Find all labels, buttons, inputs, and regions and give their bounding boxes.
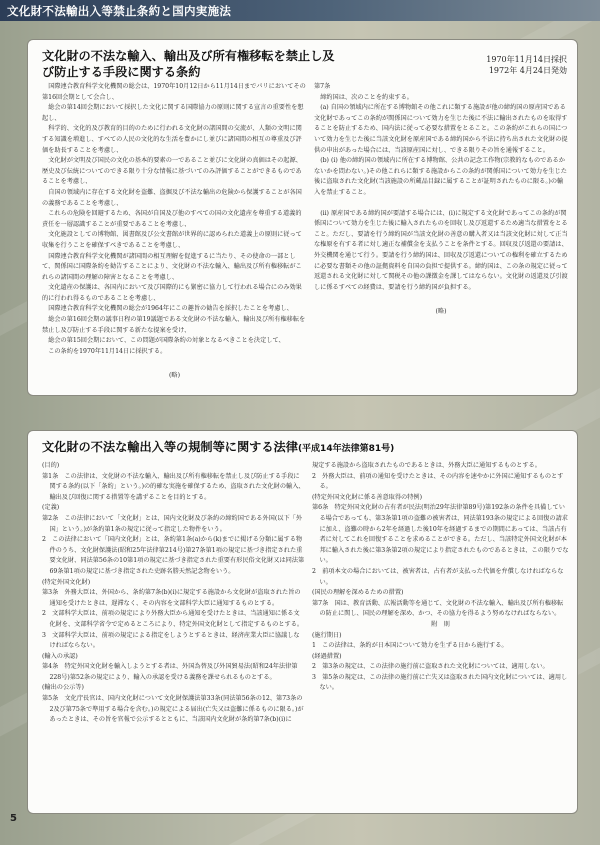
- convention-dates: [486, 54, 567, 76]
- paragraph: (ii) 原産国である締約国が要請する場合には、(i)に規定する文化財であってこの条約が関係国について効力を生じた後に輸入されたものを回収し及び返還するため適当な措置をとること。ただし、要請を行う締約国が当該文化財の善意の購入者又は当該文化財に対して正当な権原を有する者に対し適正な補償金を支払うことを条件とする。回収及び返還の要請は、外交機関を通じて行う。要請を行う締約国は、回収及び返還についての権利を確立するために必要な書類その他の証拠資料を自国の負担で提供する。締約国は、この条の規定に従って返還される文化財に対して関税その他の課徴金を課してはならない。文化財の返還及び引渡しに係るすべての経費は、要請を行う締約国が負担する。: [314, 209, 568, 291]
- paragraph: (経過措置): [312, 652, 342, 660]
- paragraph: (施行期日): [312, 631, 342, 639]
- paragraph: 第6条 特定外国文化財の占有者が民法(明治29年法律第89号)第192条の条件を具備している場合であっても、第3条第1項の盗難の被害者は、同法第193条の規定による回復の請求に加え、盗難の時から2年を経過した後10年を経過するまでの期間にあっては、当該占有者に対してこれを回復することを求めることができる。ただし、当該特定外国文化財が本邦に輸入された後に第3条第2項の規定により指定されたものであるときは、この限りでない。: [312, 504, 569, 565]
- law-title: [42, 439, 562, 457]
- convention-title: 文化財の不法な輸入、輸出及び所有権移転を禁止し及び防止する手段に関する条約: [42, 49, 335, 79]
- law-title-text: 文化財の不法な輸出入等の規制等に関する法律: [42, 440, 298, 454]
- paragraph: (a) 自国の領域内に所在する博物館その他これに類する施設が他の締約国の原産国である文化財であってこの条約が関係国について効力を生じた後に不法に輸出されたものを取得することを防止するため、国内法に従って必要な措置をとること。この条約がこれらの国について効力を生じた後に当該文化財を原産国である締約国から不法に持ち出された文化財の提供の申出があった場合には、当該原産国に対し、できる限りその旨を通報すること。: [314, 104, 568, 154]
- paragraph: 2 第3条の規定は、この法律の施行前に盗取された文化財については、適用しない。: [312, 663, 549, 671]
- law-panel: [27, 430, 578, 814]
- paragraph: 第2条 この法律において「文化財」とは、国内文化財及び条約の締約国である外国(以下「外国」という。)が条約第1条の規定に従って指定した物件をいう。: [42, 514, 303, 533]
- paragraph: 総会の第14回会期において採択した文化に関する国際協力の原則に関する宣言の重要性を想起し、: [42, 104, 304, 122]
- paragraph: 規定する施設から盗取されたものであるときは、外務大臣に通知するものとする。: [312, 462, 541, 469]
- paragraph: 2 文部科学大臣は、前項の規定により外務大臣から通知を受けたときは、当該通知に係る文化財を、文部科学省令で定めるところにより、特定外国文化財として指定するものとする。: [42, 610, 304, 628]
- law-number: (平成14年法律第81号): [297, 444, 395, 454]
- paragraph: 国際連合教育科学文化機関の総会は、1970年10月12日から11月14日までパリにおいてその第16回会期として会合し、: [42, 83, 306, 101]
- paragraph: (特定外国文化財): [42, 578, 91, 586]
- page-header: [0, 0, 600, 21]
- paragraph: 自国の領域内に存在する文化財を盗難、盗掘及び不法な輸出の危険から保護することが各国の義務であることを考慮し、: [42, 188, 302, 207]
- paragraph: (特定外国文化財に係る善意取得の特例): [312, 493, 423, 501]
- paragraph: 附 則: [431, 620, 450, 628]
- law-left-column: [42, 461, 305, 811]
- paragraph: (輸出の公示等): [42, 684, 84, 692]
- convention-preamble-column: [42, 82, 307, 382]
- paragraph: [314, 199, 568, 209]
- paragraph: (b) (i) 他の締約国の領域内に所在する博物館、公共の記念工作物(宗教的なものであるかないかを問わない。)その他これらに類する施設からこの条約が関係国について効力を生じた後に盗取された文化財(当該施設の所蔵品目録に属することが証明されたものに限る。)の輸入を禁止すること。: [314, 157, 567, 196]
- page-number: 5: [10, 813, 17, 824]
- paragraph: 2 前項本文の場合においては、被害者は、占有者が支払った代価を弁償しなければならない。: [312, 567, 564, 586]
- paragraph: 3 第5条の規定は、この法律の施行前に亡失又は盗取された国内文化財については、適用しない。: [312, 673, 568, 692]
- convention-panel: [27, 39, 578, 396]
- paragraph: 文化財が文明及び国民の文化の基本的要素の一であること並びに文化財の真価はその起源、歴史及び伝統についてのできる限り十分な情報に基づいてのみ評価することができるものであることを考慮し、: [42, 157, 302, 186]
- paragraph: 1 この法律は、条約が日本国について効力を生ずる日から施行する。: [312, 642, 508, 650]
- paragraph: (略): [435, 308, 447, 316]
- paragraph: 2 この法律において「国内文化財」とは、条約第1条(a)から(k)までに掲げる分類に属する物件のうち、文化財保護法(昭和25年法律第214号)第27条第1項の規定に基づき指定された重要文化財、同法第56条の10第1項の規定に基づき指定された重要有形民俗文化財又は同法第69条第1項の規定に基づき指定された史跡名勝天然記念物をいう。: [42, 536, 305, 575]
- paragraph: 第4条 特定外国文化財を輸入しようとする者は、外国為替及び外国貿易法(昭和24年法律第228号)第52条の規定により、輸入の承認を受ける義務を課せられるものとする。: [42, 663, 298, 681]
- paragraph: 第1条 この法律は、文化財の不法な輸入、輸出及び所有権移転を禁止し及び防止する手段に関する条約(以下「条約」という。)の的確な実施を確保するため、盗取された文化財の輸入、輸出及び回復に関する措置等を講ずることを目的とする。: [42, 472, 305, 501]
- paragraph: 第7条: [314, 83, 331, 90]
- paragraph: 締約国は、次のことを約束する。: [320, 93, 413, 101]
- paragraph: 3 文部科学大臣は、前項の規定による指定をしようとするときは、経済産業大臣に協議しなければならない。: [42, 631, 300, 650]
- paragraph: 第7条 国は、教育活動、広報活動等を通じて、文化財の不法な輸入、輸出及び所有権移転の防止に関し、国民の理解を深め、かつ、その協力を得るよう努めなければならない。: [312, 599, 564, 618]
- paragraph: これらの危険を回避するため、各国が自国及び他のすべての国の文化遺産を尊重する道義的責任を一層認識することが重要であることを考慮し、: [42, 210, 302, 228]
- paragraph: 国際連合教育科学文化機関の総会が1964年にこの趣旨の勧告を採択したことを考慮し、: [48, 305, 293, 313]
- paragraph: 科学的、文化的及び教育的目的のために行われる文化財の諸国間の交流が、人類の文明に関する知識を増進し、すべての人民の文化的な生活を豊かにし並びに諸国間の相互の尊重及び評価を助長することを考慮し、: [42, 125, 302, 154]
- paragraph: 第5条 文化庁長官は、国内文化財について文化財保護法第33条(同法第56条の12、第73条の2及び第75条で準用する場合を含む。)の規定による届出(亡失又は盗難に係るものに限る。)があったときは、その旨を官報で公示するとともに、当該国内文化財が条約第7条(b)(i)に: [42, 695, 304, 724]
- law-right-column: [312, 461, 569, 811]
- paragraph: (輸入の承認): [42, 652, 78, 660]
- paragraph: (国民の理解を深めるための措置): [312, 589, 404, 597]
- paragraph: 第3条 外務大臣は、外国から、条約第7条(b)(i)に規定する施設から文化財が盗取された旨の通知を受けたときは、遅滞なく、その内容を文部科学大臣に通知するものとする。: [42, 589, 301, 607]
- paragraph: (定義): [42, 504, 60, 512]
- paragraph: (略): [168, 372, 180, 380]
- paragraph: この条約を1970年11月14日に採択する。: [48, 347, 167, 355]
- paragraph: (目的): [42, 462, 60, 469]
- paragraph: 総会の第16回会期の議事日程の第19議題である文化財の不法な輸入、輸出及び所有権移転を禁止し及び防止する手段に関する新たな提案を受け、: [42, 316, 306, 334]
- effective-date: 1972年 4月24日発効: [488, 66, 567, 75]
- paragraph: 文化施設としての博物館、図書館及び公文書館が世界的に認められた道義上の原則に従って収集を行うことを確保すべきであることを考慮し、: [42, 231, 302, 249]
- adoption-date: 1970年11月14日採択: [486, 55, 567, 64]
- paragraph: 総会の第15回会期において、この問題が国際条約の対象となるべきことを決定して、: [48, 337, 285, 345]
- header-title: 文化財不法輸出入等禁止条約と国内実施法: [7, 4, 232, 18]
- convention-article-column: [314, 82, 568, 382]
- paragraph: 文化遺産の保護は、各国内において及び国際的にも緊密に協力して行われる場合にのみ効果的に行われ得るものであることを考慮し、: [42, 284, 302, 302]
- paragraph: 2 外務大臣は、前項の通知を受けたときは、その内容を速やかに外国に通知するものとする。: [312, 472, 564, 491]
- paragraph: 国際連合教育科学文化機関が諸国間の相互理解を促進するに当たり、その使命の一部として、関係国に国際条約を勧告することにより、文化財の不法な輸入、輸出及び所有権移転がこれらの諸国間の理解の障害となることを考慮し、: [42, 252, 302, 281]
